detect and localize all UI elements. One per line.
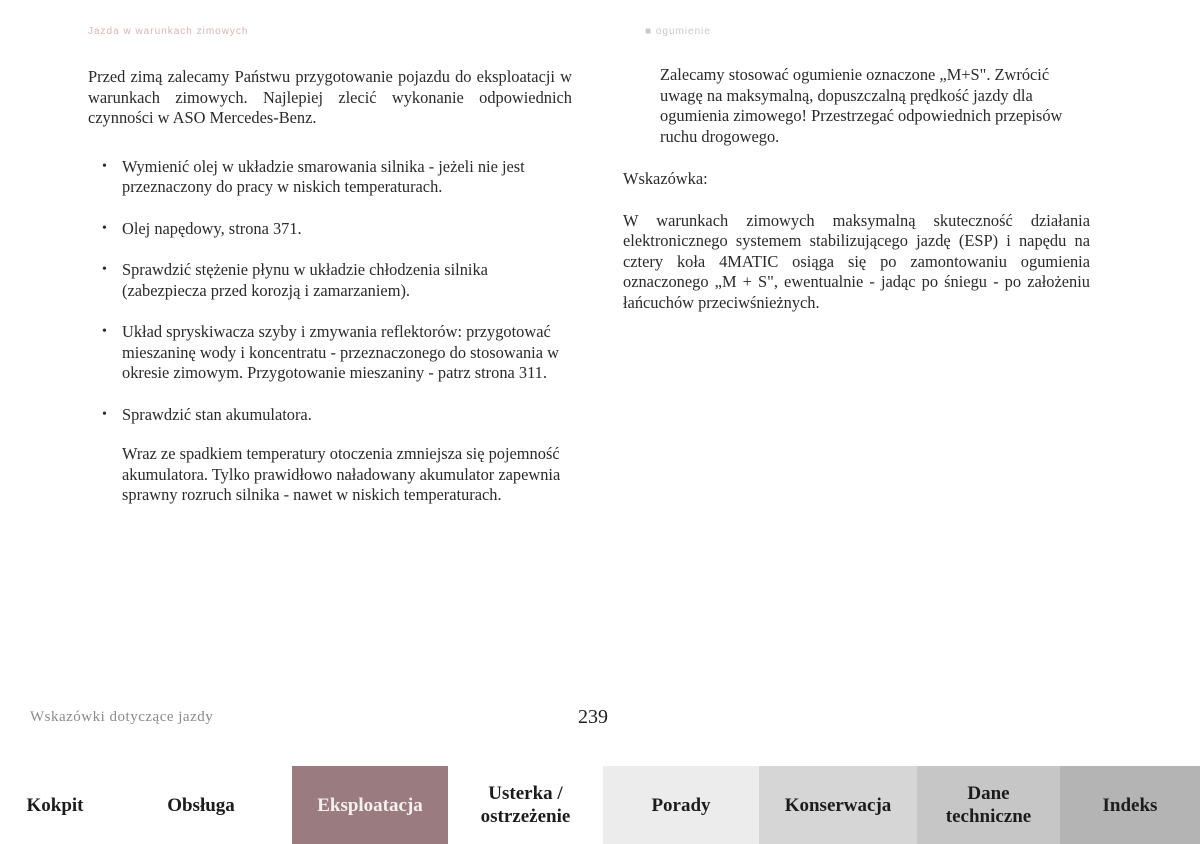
left-column [88, 67, 572, 506]
bullet-icon: • [102, 158, 107, 174]
tab-indeks[interactable] [1060, 766, 1200, 844]
hint-text: W warunkach zimowych maksymalną skuteczność działania elektronicznego systemem stabilizującego jazdę (ESP) i napędu na cztery koła 4MATIC osiąga się po zamontowaniu ogumienia oznaczonego „M + S", ewentualnie - jadąc po śniegu - po założeniu łańcuchów przeciwśnieżnych. [623, 210, 1090, 312]
bullet-icon: • [102, 406, 107, 422]
maintenance-list [88, 157, 572, 426]
tab-label [481, 782, 571, 828]
tab-usterka-ostrzezenie[interactable] [448, 766, 603, 844]
tab-label-line2: ostrzeżenie [480, 806, 571, 827]
right-column [623, 65, 1090, 313]
tab-kokpit[interactable] [0, 766, 110, 844]
list-item-text: Sprawdzić stan akumulatora. [122, 404, 312, 424]
tire-recommendation: Zalecamy stosować ogumienie oznaczone „M+S". Zwrócić uwagę na maksymalną, dopuszczalną prędkość jazdy dla ogumienia zimowego! Przestrzegać odpowiednich przepisów ruchu drogowego. [660, 65, 1063, 146]
bullet-icon: • [102, 262, 107, 277]
hint-title: Wskazówka: [623, 169, 708, 188]
running-head-left: Jazda w warunkach zimowych [88, 26, 249, 37]
tab-label: Obsługa [167, 794, 235, 816]
page-number: 239 [578, 706, 608, 728]
list-item [88, 157, 572, 198]
running-head-right: ■ ogumienie [645, 26, 711, 37]
tab-konserwacja[interactable] [759, 766, 917, 844]
list-item [88, 405, 572, 426]
tab-dane-techniczne[interactable] [917, 766, 1060, 844]
list-item-text: Sprawdzić stężenie płynu w układzie chłodzenia silnika (zabezpiecza przed korozją i zamarzaniem). [122, 260, 488, 300]
tab-label-line1: Dane [967, 783, 1010, 804]
battery-note: Wraz ze spadkiem temperatury otoczenia zmniejsza się pojemność akumulatora. Tylko prawidłowo naładowany akumulator zapewnia sprawny rozruch silnika - nawet w niskich temperaturach. [122, 444, 561, 504]
intro-paragraph: Przed zimą zalecamy Państwu przygotowanie pojazdu do eksploatacji w warunkach zimowych. Najlepiej zlecić wykonanie odpowiednich czynności w ASO Mercedes-Benz. [88, 67, 572, 127]
chapter-navigation [0, 766, 1200, 844]
tab-label: Eksploatacja [317, 794, 423, 816]
list-item-text: Olej napędowy, strona 371. [122, 218, 302, 238]
tab-label: Kokpit [26, 794, 84, 816]
tab-label-line1: Usterka / [488, 783, 563, 804]
list-item-text: Układ spryskiwacza szyby i zmywania reflektorów: przygotować mieszaninę wody i koncentratu - przeznaczonego do stosowania w okresie zimowym. Przygotowanie mieszaniny - patrz strona 311. [122, 322, 559, 382]
tab-label: Konserwacja [784, 794, 892, 816]
footer-section-title: Wskazówki dotyczące jazdy [30, 709, 214, 725]
tab-label: Indeks [1102, 794, 1158, 816]
list-item-text: Wymienić olej w układzie smarowania silnika - jeżeli nie jest przeznaczony do pracy w niskich temperaturach. [122, 156, 525, 196]
tab-label-line2: techniczne [945, 806, 1032, 827]
tab-porady[interactable] [603, 766, 759, 844]
bullet-icon: • [102, 324, 107, 339]
bullet-icon: • [102, 220, 107, 236]
tab-eksploatacja[interactable] [292, 766, 448, 844]
list-item [88, 260, 572, 301]
tab-obsluga[interactable] [110, 766, 292, 844]
tab-label [946, 782, 1031, 828]
list-item [88, 322, 572, 384]
list-item [88, 219, 572, 240]
tab-label: Porady [651, 794, 711, 816]
